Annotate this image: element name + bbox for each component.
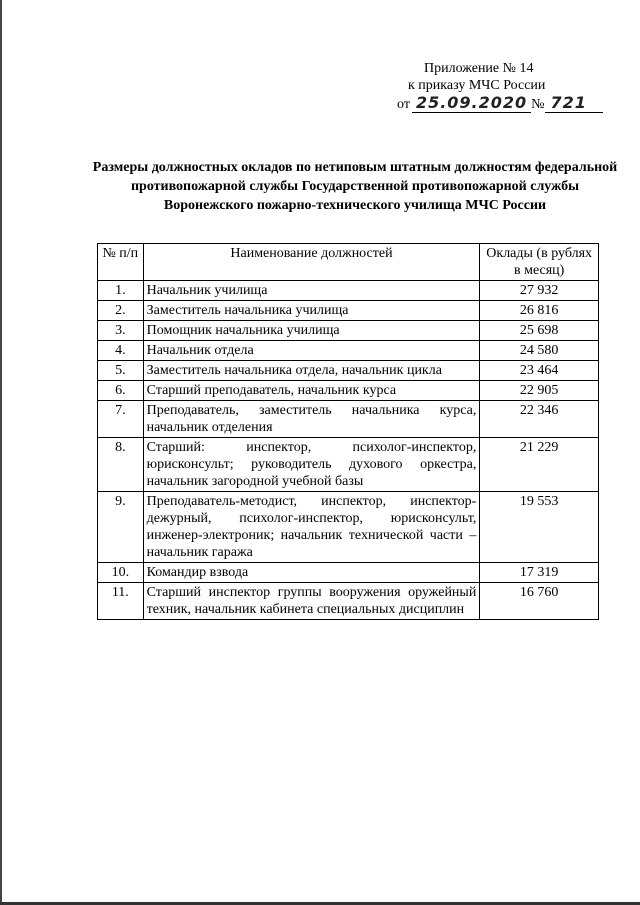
handwritten-number: 721 <box>545 94 603 113</box>
from-label: от <box>397 97 410 112</box>
row-num: 1. <box>98 281 144 301</box>
row-position: Старший инспектор группы вооружения оружейный техник, начальник кабинета специальных дисциплин <box>143 583 480 620</box>
order-reference: к приказу МЧС России <box>408 78 546 93</box>
table-header-row <box>98 244 599 281</box>
row-num: 5. <box>98 361 144 381</box>
row-position: Командир взвода <box>143 563 480 583</box>
row-salary: 27 932 <box>480 281 599 301</box>
appendix-number: Приложение № 14 <box>424 61 534 76</box>
row-num: 9. <box>98 492 144 563</box>
row-position: Помощник начальника училища <box>143 321 480 341</box>
row-salary: 24 580 <box>480 341 599 361</box>
table-row <box>98 381 599 401</box>
header-num: № п/п <box>98 244 144 281</box>
row-num: 3. <box>98 321 144 341</box>
table-row <box>98 563 599 583</box>
table-row <box>98 492 599 563</box>
table-row <box>98 401 599 438</box>
row-salary: 17 319 <box>480 563 599 583</box>
order-date-line <box>397 94 603 114</box>
row-num: 6. <box>98 381 144 401</box>
row-position: Преподаватель-методист, инспектор, инспектор-дежурный, психолог-инспектор, юрисконсульт, инженер-электроник; начальник технической части – начальник гаража <box>143 492 480 563</box>
row-salary: 23 464 <box>480 361 599 381</box>
table-row <box>98 281 599 301</box>
row-salary: 26 816 <box>480 301 599 321</box>
row-salary: 19 553 <box>480 492 599 563</box>
row-num: 11. <box>98 583 144 620</box>
row-num: 10. <box>98 563 144 583</box>
row-position: Старший преподаватель, начальник курса <box>143 381 480 401</box>
row-num: 2. <box>98 301 144 321</box>
document-title: Размеры должностных окладов по нетиповым штатным должностям федеральной противопожарной службы Государственной противопожарной службы Воронежского пожарно-технического училища МЧС России <box>92 160 618 213</box>
row-salary: 25 698 <box>480 321 599 341</box>
row-num: 4. <box>98 341 144 361</box>
header-salary: Оклады (в рублях в месяц) <box>480 244 599 281</box>
row-salary: 22 346 <box>480 401 599 438</box>
row-position: Начальник отдела <box>143 341 480 361</box>
row-position: Заместитель начальника отдела, начальник цикла <box>143 361 480 381</box>
table-row <box>98 438 599 492</box>
table-row <box>98 341 599 361</box>
table-row <box>98 321 599 341</box>
row-position: Старший: инспектор, психолог-инспектор, юрисконсульт; руководитель духового оркестра, начальник загородной учебной базы <box>143 438 480 492</box>
number-sign: № <box>531 97 545 112</box>
handwritten-date: 25.09.2020 <box>412 94 531 113</box>
scan-edge <box>0 0 2 905</box>
salary-table <box>97 243 599 620</box>
table-row <box>98 361 599 381</box>
row-salary: 16 760 <box>480 583 599 620</box>
table-row <box>98 301 599 321</box>
row-position: Преподаватель, заместитель начальника курса, начальник отделения <box>143 401 480 438</box>
row-position: Начальник училища <box>143 281 480 301</box>
row-salary: 22 905 <box>480 381 599 401</box>
row-num: 7. <box>98 401 144 438</box>
row-num: 8. <box>98 438 144 492</box>
header-position: Наименование должностей <box>143 244 480 281</box>
table-row <box>98 583 599 620</box>
row-salary: 21 229 <box>480 438 599 492</box>
row-position: Заместитель начальника училища <box>143 301 480 321</box>
